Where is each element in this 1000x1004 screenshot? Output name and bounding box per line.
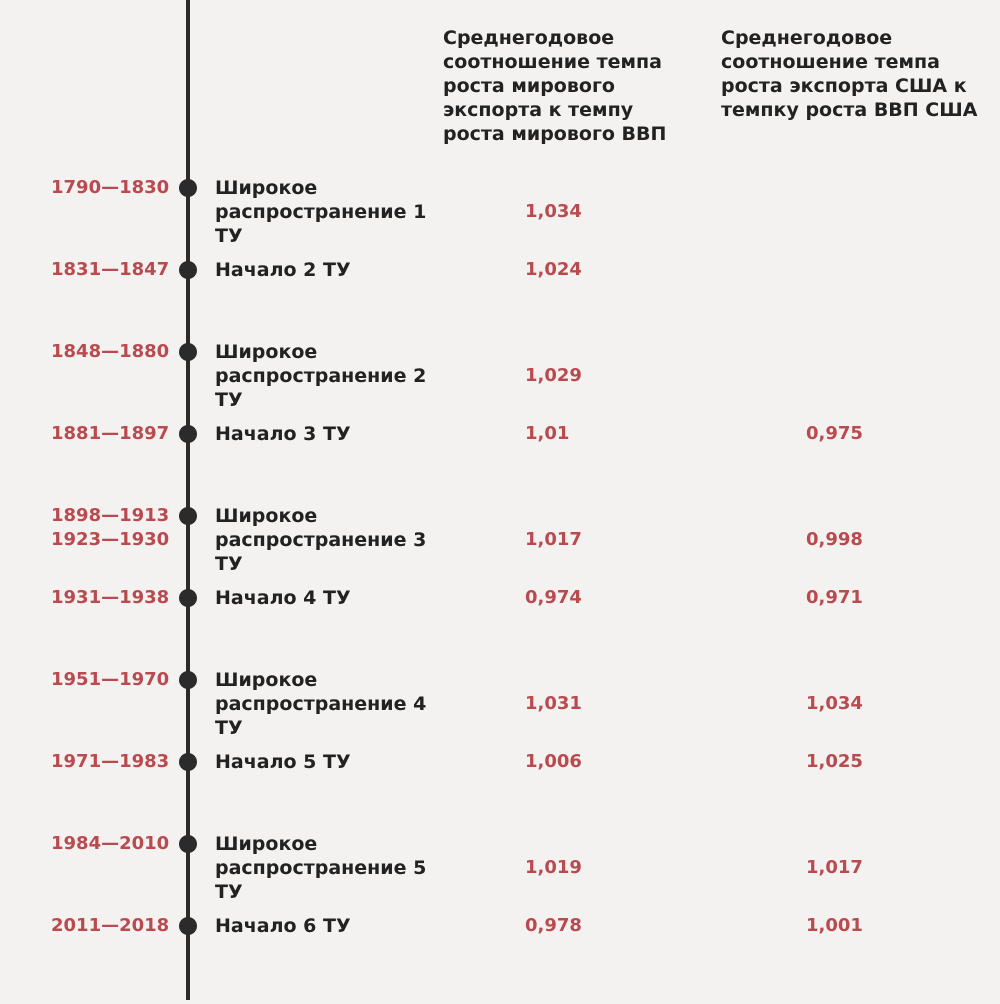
period-years [51, 668, 169, 692]
world-ratio-value: 1,006 [525, 751, 582, 772]
stage-label: Начало 3 ТУ [215, 423, 351, 445]
usa-ratio-value: 0,998 [806, 529, 863, 550]
period-years-line: 2011—2018 [51, 915, 170, 936]
stage-label: Начало 2 ТУ [215, 259, 351, 281]
period-years [51, 340, 169, 364]
period-years-line: 1984—2010 [51, 833, 170, 854]
timeline-row [0, 422, 1000, 512]
timeline-dot [179, 343, 197, 361]
period-years-line: 1931—1938 [51, 587, 170, 608]
timeline-row [0, 668, 1000, 758]
stage-label: Широкое распространение 1 ТУ [215, 177, 427, 247]
period-years [51, 176, 169, 200]
period-years [51, 750, 169, 774]
timeline-row [0, 176, 1000, 266]
period-years [51, 832, 169, 856]
timeline-row [0, 832, 1000, 922]
period-years [51, 586, 169, 610]
world-ratio-value: 1,024 [525, 259, 582, 280]
usa-ratio-value: 1,017 [806, 857, 863, 878]
period-years [51, 422, 169, 446]
world-ratio-value: 1,029 [525, 365, 582, 386]
timeline-row [0, 504, 1000, 594]
stage-label: Широкое распространение 2 ТУ [215, 341, 427, 411]
world-ratio-value: 0,974 [525, 587, 582, 608]
period-years-line: 1971—1983 [51, 751, 170, 772]
usa-ratio-value: 1,025 [806, 751, 863, 772]
period-years [51, 258, 169, 282]
usa-ratio-value: 0,971 [806, 587, 863, 608]
timeline-dot [179, 179, 197, 197]
timeline-dot [179, 261, 197, 279]
period-years-line: 1848—1880 [51, 341, 170, 362]
timeline-dot [179, 425, 197, 443]
period-years [51, 914, 169, 938]
period-years [51, 504, 169, 552]
period-years-line: 1951—1970 [51, 669, 170, 690]
world-ratio-value: 1,01 [525, 423, 570, 444]
period-years-line: 1831—1847 [51, 259, 170, 280]
stage-label: Широкое распространение 5 ТУ [215, 833, 427, 903]
world-ratio-value: 1,034 [525, 201, 582, 222]
world-ratio-value: 1,017 [525, 529, 582, 550]
usa-ratio-value: 1,034 [806, 693, 863, 714]
usa-ratio-value: 1,001 [806, 915, 863, 936]
timeline-row [0, 914, 1000, 1004]
stage-label: Начало 5 ТУ [215, 751, 351, 773]
stage-label: Широкое распространение 3 ТУ [215, 505, 427, 575]
world-ratio-value: 0,978 [525, 915, 582, 936]
period-years-line: 1923—1930 [51, 529, 170, 550]
timeline-row [0, 340, 1000, 430]
period-years-line: 1881—1897 [51, 423, 170, 444]
timeline-dot [179, 671, 197, 689]
stage-label: Широкое распространение 4 ТУ [215, 669, 427, 739]
timeline-dot [179, 917, 197, 935]
timeline-dot [179, 507, 197, 525]
header-usa-ratio: Среднегодовое соотношение темпа роста экспорта США к темпку роста ВВП США [721, 27, 978, 121]
period-years-line: 1898—1913 [51, 505, 170, 526]
usa-ratio-value: 0,975 [806, 423, 863, 444]
stage-label: Начало 4 ТУ [215, 587, 351, 609]
timeline-dot [179, 835, 197, 853]
timeline-dot [179, 589, 197, 607]
header-world-ratio: Среднегодовое соотношение темпа роста мирового экспорта к темпу роста мирового ВВП [443, 27, 667, 145]
world-ratio-value: 1,019 [525, 857, 582, 878]
timeline-row [0, 586, 1000, 676]
stage-label: Начало 6 ТУ [215, 915, 351, 937]
timeline-dot [179, 753, 197, 771]
timeline-row [0, 750, 1000, 840]
period-years-line: 1790—1830 [51, 177, 170, 198]
world-ratio-value: 1,031 [525, 693, 582, 714]
timeline-row [0, 258, 1000, 348]
